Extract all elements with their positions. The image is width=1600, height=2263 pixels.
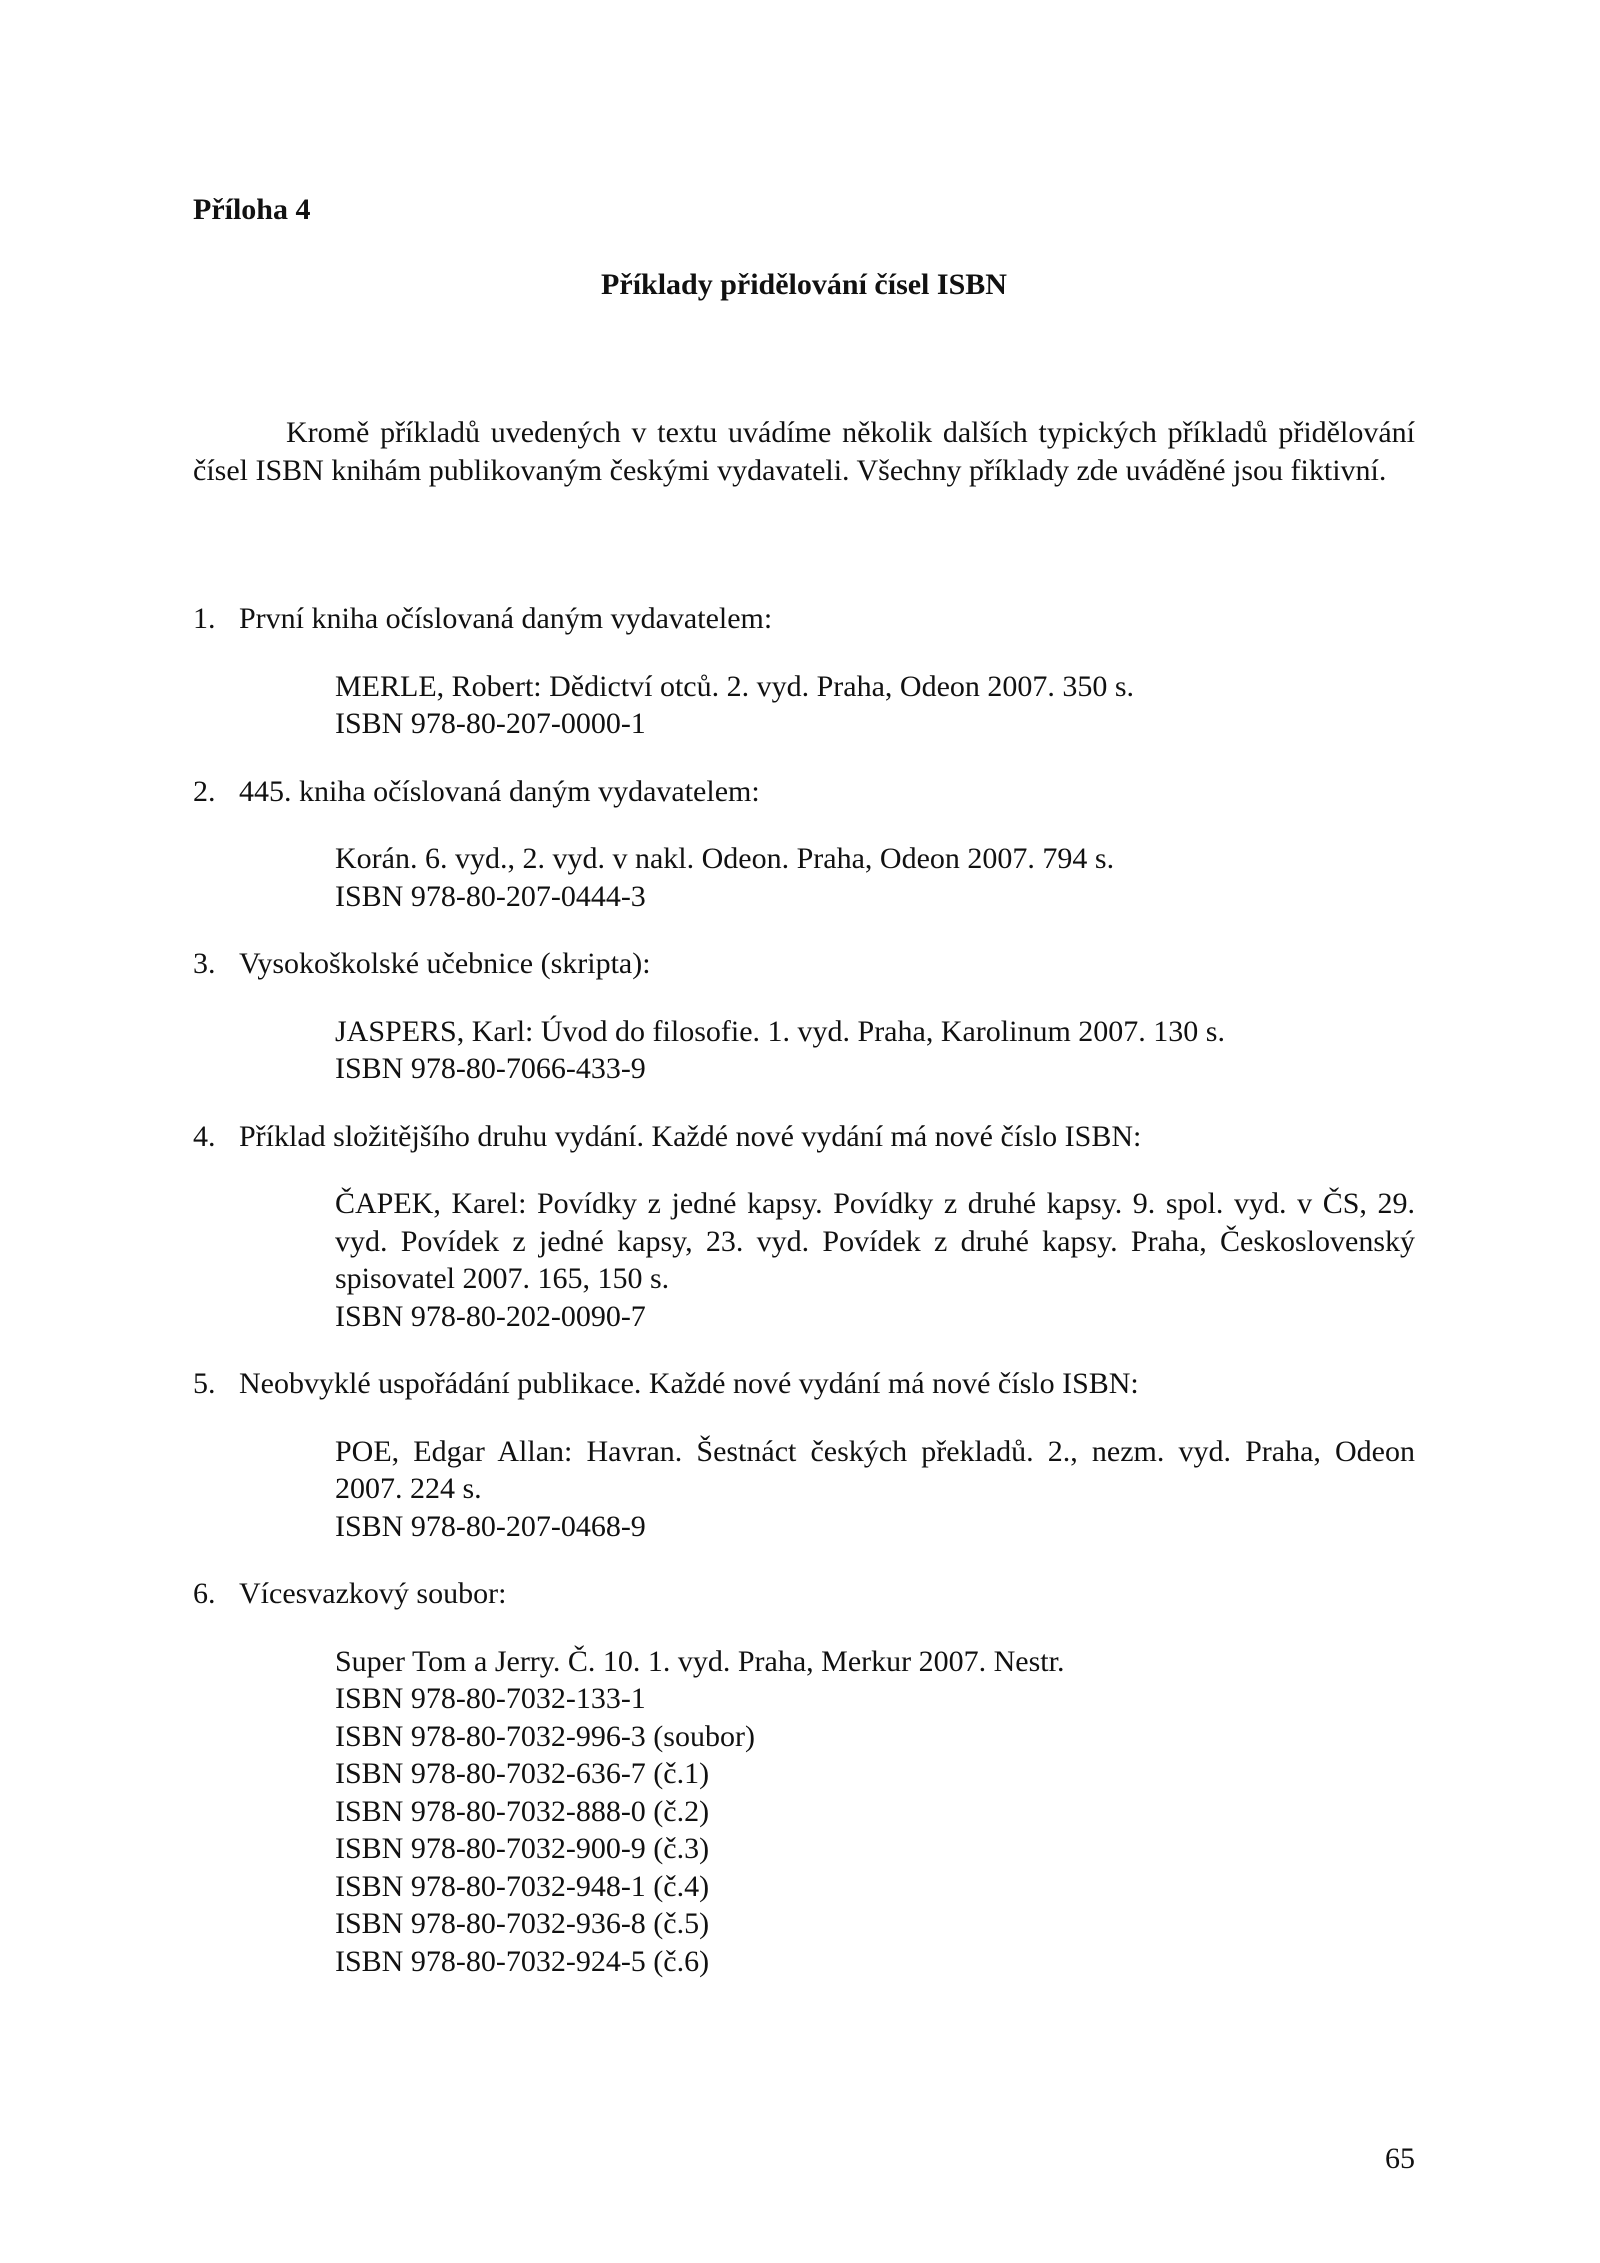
example-item — [193, 1118, 1415, 1336]
citation-text: ČAPEK, Karel: Povídky z jedné kapsy. Povídky z druhé kapsy. 9. spol. vyd. v ČS, 29. vyd. Povídek z jedné kapsy, 23. vyd. Povídek z druhé kapsy. Praha, Československý spisovatel 2007. 165, 150 s. — [335, 1187, 1415, 1295]
example-item — [193, 945, 1415, 1088]
page-number: 65 — [1385, 2142, 1415, 2175]
examples-list — [193, 600, 1415, 2010]
example-number: 5. — [193, 1367, 216, 1400]
citation-text: JASPERS, Karl: Úvod do filosofie. 1. vyd. Praha, Karolinum 2007. 130 s. — [335, 1014, 1225, 1048]
example-head — [193, 600, 1415, 638]
bibliographic-citation — [335, 1185, 1415, 1335]
document-title: Příklady přidělování čísel ISBN — [601, 268, 1007, 301]
isbn-number: ISBN 978-80-202-0090-7 — [335, 1299, 646, 1333]
example-head — [193, 1575, 1415, 1613]
example-number: 4. — [193, 1119, 216, 1153]
example-heading: Příklad složitějšího druhu vydání. Každé nové vydání má nové číslo ISBN: — [239, 1119, 1142, 1153]
example-head — [193, 1365, 1415, 1403]
isbn-number: ISBN 978-80-207-0000-1 — [335, 707, 646, 740]
example-heading: První kniha očíslovaná daným vydavatelem: — [239, 602, 773, 635]
isbn-number: ISBN 978-80-7032-133-1 — [335, 1682, 646, 1715]
isbn-number: ISBN 978-80-7032-636-7 (č.1) — [335, 1757, 710, 1790]
example-head — [193, 1118, 1415, 1156]
citation-text: MERLE, Robert: Dědictví otců. 2. vyd. Praha, Odeon 2007. 350 s. — [335, 669, 1135, 703]
isbn-number: ISBN 978-80-7032-936-8 (č.5) — [335, 1907, 710, 1940]
bibliographic-citation — [335, 1643, 1415, 1981]
isbn-number: ISBN 978-80-7032-996-3 (soubor) — [335, 1719, 755, 1753]
intro-paragraph: Kromě příkladů uvedených v textu uvádíme několik dalších typických příkladů přidělování čísel ISBN knihám publikovaným českými vydavateli. Všechny příklady zde uváděné jsou fiktivní. — [193, 416, 1415, 487]
example-number: 1. — [193, 602, 216, 635]
isbn-number: ISBN 978-80-7032-888-0 (č.2) — [335, 1794, 710, 1828]
example-head — [193, 945, 1415, 983]
isbn-number: ISBN 978-80-7032-948-1 (č.4) — [335, 1869, 710, 1903]
example-number: 3. — [193, 947, 216, 980]
example-heading: Vysokoškolské učebnice (skripta): — [239, 947, 651, 980]
annex-label: Příloha 4 — [193, 193, 311, 226]
example-heading: 445. kniha očíslovaná daným vydavatelem: — [239, 774, 760, 808]
bibliographic-citation — [335, 1433, 1415, 1546]
example-head — [193, 773, 1415, 811]
isbn-number: ISBN 978-80-7066-433-9 — [335, 1052, 646, 1085]
example-item — [193, 600, 1415, 743]
citation-text: Korán. 6. vyd., 2. vyd. v nakl. Odeon. Praha, Odeon 2007. 794 s. — [335, 842, 1115, 875]
example-item — [193, 1365, 1415, 1545]
isbn-number: ISBN 978-80-207-0444-3 — [335, 879, 646, 913]
isbn-number: ISBN 978-80-207-0468-9 — [335, 1509, 646, 1543]
citation-text: Super Tom a Jerry. Č. 10. 1. vyd. Praha, Merkur 2007. Nestr. — [335, 1644, 1065, 1678]
isbn-number: ISBN 978-80-7032-900-9 (č.3) — [335, 1832, 710, 1865]
example-number: 6. — [193, 1577, 216, 1610]
isbn-number: ISBN 978-80-7032-924-5 (č.6) — [335, 1944, 710, 1978]
example-item — [193, 773, 1415, 916]
example-number: 2. — [193, 774, 216, 808]
citation-text: POE, Edgar Allan: Havran. Šestnáct českých překladů. 2., nezm. vyd. Praha, Odeon 2007. 224 s. — [335, 1434, 1415, 1505]
example-heading: Vícesvazkový soubor: — [239, 1577, 507, 1610]
bibliographic-citation — [335, 668, 1415, 743]
bibliographic-citation — [335, 1013, 1415, 1088]
bibliographic-citation — [335, 840, 1415, 915]
example-heading: Neobvyklé uspořádání publikace. Každé nové vydání má nové číslo ISBN: — [239, 1367, 1139, 1400]
example-item — [193, 1575, 1415, 1980]
